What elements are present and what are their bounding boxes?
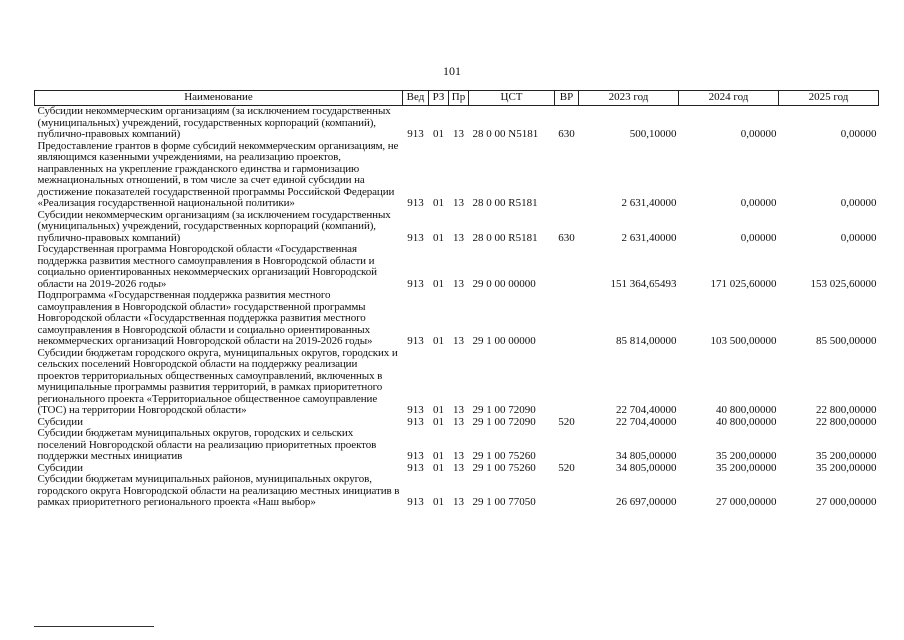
cell-vr: [555, 290, 579, 348]
cell-pr: 13: [453, 450, 464, 462]
cell-ved: 913: [407, 496, 424, 508]
cell-y2024: 0,00000: [740, 128, 777, 140]
table-row: [35, 244, 879, 290]
cell-y2023: 2 631,40000: [621, 231, 677, 244]
cell-y2025: 35 200,00000: [816, 450, 877, 462]
cell-y2024: 40 800,00000: [716, 415, 777, 428]
budget-table: [34, 90, 879, 509]
cell-y2025: 0,00000: [840, 231, 877, 244]
table-row: [35, 290, 879, 348]
header-2024: 2024 год: [679, 91, 779, 106]
cell-name: Подпрограмма «Государственная поддержка развития местного самоуправления в Новгородской области» государственной программы Новгородской области «Государственная поддержка развития местного самоуправления в Новгородской области и социально ориентированных некоммерческих организаций Новгородской области на 2019-2026 годы»: [37, 289, 373, 347]
cell-y2024: 27 000,00000: [716, 496, 777, 508]
cell-y2023: 26 697,00000: [616, 496, 677, 508]
cell-vr: 630: [558, 231, 575, 244]
cell-y2023: 34 805,00000: [616, 461, 677, 474]
cell-ved: 913: [407, 335, 424, 347]
cell-y2024: 103 500,00000: [710, 335, 777, 347]
cell-vr: 630: [558, 128, 575, 140]
table-row: [35, 106, 879, 141]
table-row: [35, 141, 879, 210]
cell-y2023: 22 704,40000: [616, 415, 677, 428]
table-body: [35, 106, 879, 509]
cell-name: Предоставление грантов в форме субсидий некоммерческим организациям, не являющимся казенными учреждениями, на реализацию проектов, направленных на укрепление гражданского единства и гармонизацию межнациональных отношений, в том числе за счет единой субсидии на достижение показателей государственной программы Российской Федерации «Реализация государственной национальной политики»: [37, 139, 399, 209]
cell-pr: 13: [453, 335, 464, 347]
cell-y2023: 22 704,40000: [616, 404, 677, 416]
cell-rz: 01: [433, 335, 444, 347]
cell-rz: 01: [433, 496, 444, 508]
cell-y2024: 35 200,00000: [716, 461, 777, 474]
cell-vr: [555, 244, 579, 290]
cell-name: Субсидии бюджетам муниципальных районов, муниципальных округов, городского округа Новгородской области на реализацию местных инициатив в рамках приоритетного регионального проекта «Наш выбор»: [37, 473, 400, 508]
cell-rz: 01: [433, 404, 444, 416]
cell-cst: 29 1 00 72090: [472, 404, 536, 416]
header-vr: ВР: [555, 91, 579, 106]
cell-y2025: 85 500,00000: [816, 335, 877, 347]
cell-rz: 01: [433, 231, 444, 244]
cell-ved: 913: [407, 404, 424, 416]
header-2023: 2023 год: [579, 91, 679, 106]
cell-y2023: 151 364,65493: [610, 277, 677, 290]
cell-ved: 913: [407, 415, 424, 428]
cell-y2025: 153 025,60000: [810, 277, 877, 290]
table-header-row: [35, 91, 879, 106]
cell-cst: 28 0 00 N5181: [472, 128, 539, 140]
header-rz: РЗ: [429, 91, 449, 106]
cell-rz: 01: [433, 461, 444, 474]
cell-y2024: 0,00000: [740, 231, 777, 244]
cell-ved: 913: [407, 461, 424, 474]
cell-cst: 29 1 00 72090: [472, 415, 536, 428]
cell-y2023: 2 631,40000: [621, 197, 677, 209]
header-ved: Вед: [403, 91, 429, 106]
cell-vr: 520: [558, 461, 575, 474]
cell-cst: 29 1 00 75260: [472, 450, 536, 462]
cell-y2025: 22 800,00000: [816, 404, 877, 416]
cell-ved: 913: [407, 231, 424, 244]
cell-rz: 01: [433, 197, 444, 209]
header-name: Наименование: [35, 91, 403, 106]
cell-pr: 13: [453, 404, 464, 416]
header-cst: ЦСТ: [469, 91, 555, 106]
table-row: [35, 474, 879, 509]
cell-rz: 01: [433, 277, 444, 290]
table-row: [35, 348, 879, 417]
cell-name: Субсидии: [37, 461, 83, 474]
cell-cst: 29 1 00 00000: [472, 335, 536, 347]
cell-y2024: 0,00000: [740, 197, 777, 209]
cell-name: Субсидии: [37, 415, 83, 428]
cell-cst: 29 0 00 00000: [472, 277, 536, 290]
cell-pr: 13: [453, 277, 464, 290]
cell-name: Субсидии бюджетам городского округа, муниципальных округов, городских и сельских поселений Новгородской области на поддержку реализации проектов территориальных общественных самоуправлений, включенных в муниципальные программы развития территорий, в рамках приоритетного регионального проекта «Территориальное общественное самоуправление (ТОС) на территории Новгородской области»: [37, 346, 398, 416]
cell-y2023: 500,10000: [629, 128, 677, 140]
cell-vr: [555, 141, 579, 210]
cell-y2025: 0,00000: [840, 197, 877, 209]
cell-rz: 01: [433, 450, 444, 462]
header-pr: Пр: [449, 91, 469, 106]
table-row: [35, 428, 879, 463]
cell-rz: 01: [433, 415, 444, 428]
cell-name: Государственная программа Новгородской области «Государственная поддержка развития местного самоуправления в Новгородской области и социально ориентированных некоммерческих организаций Новгородской области на 2019-2026 годы»: [37, 243, 377, 290]
cell-y2024: 35 200,00000: [716, 450, 777, 462]
cell-cst: 28 0 00 R5181: [472, 197, 538, 209]
cell-y2023: 34 805,00000: [616, 450, 677, 462]
cell-y2024: 171 025,60000: [710, 277, 777, 290]
cell-rz: 01: [433, 128, 444, 140]
cell-y2025: 0,00000: [840, 128, 877, 140]
cell-pr: 13: [453, 496, 464, 508]
cell-y2024: 40 800,00000: [716, 404, 777, 416]
header-2025: 2025 год: [779, 91, 879, 106]
cell-ved: 913: [407, 277, 424, 290]
cell-ved: 913: [407, 197, 424, 209]
cell-y2025: 22 800,00000: [816, 415, 877, 428]
cell-pr: 13: [453, 128, 464, 140]
cell-cst: 28 0 00 R5181: [472, 231, 538, 244]
cell-y2023: 85 814,00000: [616, 335, 677, 347]
cell-vr: [555, 428, 579, 463]
cell-vr: [555, 474, 579, 509]
cell-name: Субсидии бюджетам муниципальных округов, городских и сельских поселений Новгородской области на реализацию приоритетных проектов поддержки местных инициатив: [37, 427, 377, 462]
cell-pr: 13: [453, 415, 464, 428]
cell-y2025: 27 000,00000: [816, 496, 877, 508]
cell-vr: 520: [558, 415, 575, 428]
cell-ved: 913: [407, 128, 424, 140]
cell-y2025: 35 200,00000: [816, 461, 877, 474]
cell-name: Субсидии некоммерческим организациям (за исключением государственных (муниципальных) учреждений, государственных корпораций (компаний), публично-правовых компаний): [37, 208, 391, 244]
cell-pr: 13: [453, 461, 464, 474]
footnote-divider: [34, 626, 154, 627]
cell-cst: 29 1 00 77050: [472, 496, 536, 508]
cell-ved: 913: [407, 450, 424, 462]
table-row: [35, 210, 879, 245]
page-number: 101: [443, 64, 461, 78]
cell-vr: [555, 348, 579, 417]
cell-cst: 29 1 00 75260: [472, 461, 536, 474]
cell-pr: 13: [453, 197, 464, 209]
cell-name: Субсидии некоммерческим организациям (за исключением государственных (муниципальных) учреждений, государственных корпораций (компаний), публично-правовых компаний): [37, 105, 391, 140]
cell-pr: 13: [453, 231, 464, 244]
